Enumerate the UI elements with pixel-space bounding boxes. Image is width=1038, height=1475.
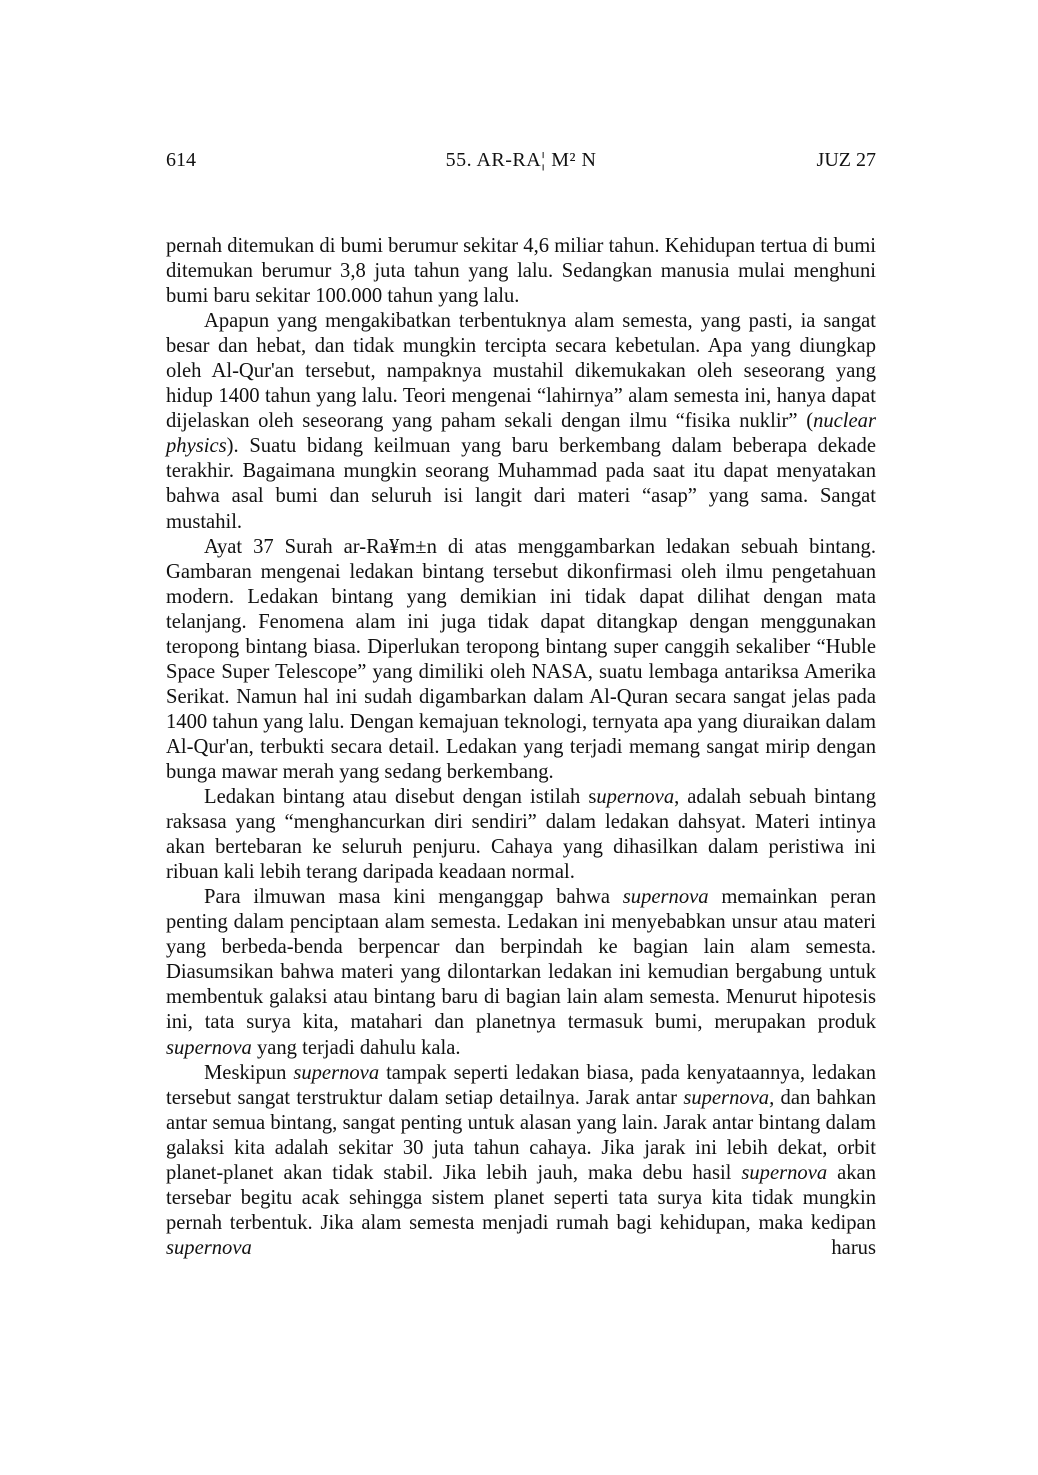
paragraph [166,309,876,534]
italic-term: supernova [166,1236,252,1259]
paragraph [166,1061,876,1261]
text-run: Ledakan bintang atau disebut dengan istilah s [204,786,597,809]
running-header [166,146,876,174]
text-run: yang terjadi dahulu kala. [251,1036,461,1059]
text-run: tampak seperti ledakan biasa, pada kenyataannya, ledakan tersebut sangat terstruktur dalam setiap detailnya. Jarak antar [166,1061,876,1109]
paragraph [166,885,876,1060]
text-run: dan bahkan antar semua bintang, sangat penting untuk alasan yang lain. Jarak antar bintang dalam galaksi kita adalah sekitar 30 juta tahun cahaya. Jika jarak ini lebih dekat, orbit planet-planet akan tidak stabil. Jika lebih jauh, maka debu hasil [166,1086,877,1184]
body-text [166,234,876,1261]
text-run: harus [251,1236,876,1259]
italic-term: supernova [166,1036,252,1059]
italic-term: supernova, [683,1086,775,1109]
italic-term: upernova [596,786,675,809]
text-run: Apapun yang mengakibatkan terbentuknya alam semesta, yang pasti, ia sangat besar dan hebat, dan tidak mungkin tercipta secara kebetulan. Apa yang diungkap oleh Al-Qur'an tersebut, nampaknya mustahil dikemukakan oleh seseorang yang hidup 1400 tahun yang lalu. Teori mengenai “lahirnya” alam semesta ini, hanya dapat dijelaskan oleh seseorang yang paham sekali dengan ilmu “fisika nuklir” ( [166,310,876,433]
juz-label: JUZ 27 [816,149,876,171]
text-run: , adalah sebuah bintang raksasa yang “menghancurkan diri sendiri” dalam ledakan dahsyat. Materi intinya akan bertebaran ke seluruh penjuru. Cahaya yang dihasilkan dalam peristiwa ini ribuan kali lebih terang daripada keadaan normal. [166,786,876,884]
text-run: Meskipun [204,1061,294,1084]
text-run: Ayat 37 Surah ar-Ra¥m±n di atas menggambarkan ledakan sebuah bintang. Gambaran mengenai ledakan bintang tersebut dikonfirmasi oleh ilmu pengetahuan modern. Ledakan bintang yang demikian ini tidak dapat dilihat dengan mata telanjang. Fenomena alam ini juga tidak dapat ditangkap dengan menggunakan teropong bintang biasa. Diperlukan teropong bintang super canggih sekaliber “Huble Space Super Telescope” yang dimiliki oleh NASA, suatu lembaga antariksa Amerika Serikat. Namun hal ini sudah digambarkan dalam Al-Quran secara sangat jelas pada 1400 tahun yang lalu. Dengan kemajuan teknologi, ternyata apa yang diuraikan dalam Al-Qur'an, terbukti secara detail. Ledakan yang terjadi memang sangat mirip dengan bunga mawar merah yang sedang berkembang. [166,535,876,783]
paragraph [166,785,876,885]
chapter-title: 55. AR-RA¦ M² N [445,149,597,171]
italic-term: nuclear physics [166,410,876,458]
text-run: akan tersebar begitu acak sehingga sistem planet seperti tata surya kita tidak mungkin pernah terbentuk. Jika alam semesta menjadi rumah bagi kehidupan, maka kedipan [166,1161,876,1234]
text-run: ). Suatu bidang keilmuan yang baru berkembang dalam beberapa dekade terakhir. Bagaimana mungkin seorang Muhammad pada saat itu dapat menyatakan bahwa asal bumi dan seluruh isi langit dari materi “asap” yang sama. Sangat mustahil. [166,435,876,533]
text-run: Para ilmuwan masa kini menganggap bahwa [204,886,623,909]
italic-term: supernova [622,886,709,909]
page-number: 614 [166,149,196,171]
italic-term: supernova [741,1161,828,1184]
paragraph [166,234,876,309]
text-run: pernah ditemukan di bumi berumur sekitar 4,6 miliar tahun. Kehidupan tertua di bumi ditemukan berumur 3,8 juta tahun yang lalu. Sedangkan manusia mulai menghuni bumi baru sekitar 100.000 tahun yang lalu. [166,235,876,308]
italic-term: supernova [293,1061,380,1084]
paragraph [166,535,876,785]
text-run: memainkan peran penting dalam penciptaan alam semesta. Ledakan ini menyebabkan unsur atau materi yang berbeda-benda berpencar dan berpindah ke bagian lain alam semesta. Diasumsikan bahwa materi yang dilontarkan ledakan ini kemudian bergabung untuk membentuk galaksi atau bintang baru di bagian lain alam semesta. Menurut hipotesis ini, tata surya kita, matahari dan planetnya termasuk bumi, merupakan produk [166,886,876,1034]
